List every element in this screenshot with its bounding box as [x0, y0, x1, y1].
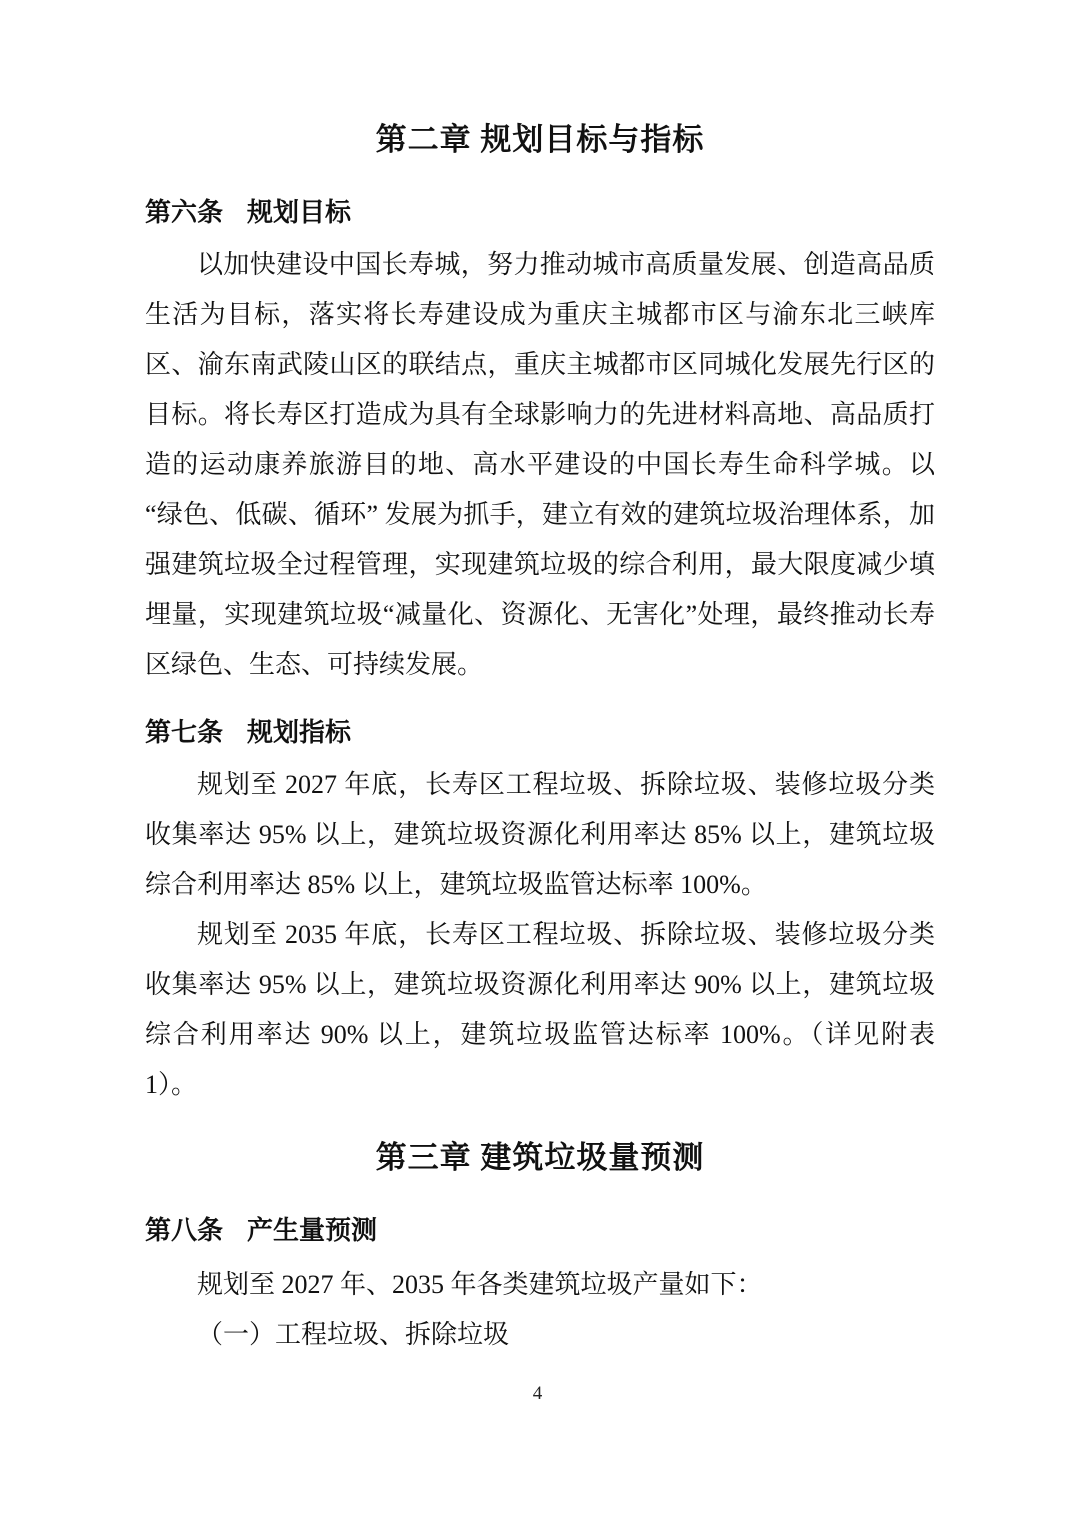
article-6-paragraph: 以加快建设中国长寿城，努力推动城市高质量发展、创造高品质生活为目标，落实将长寿建设成为重庆主城都市区与渝东北三峡库区、渝东南武陵山区的联结点，重庆主城都市区同城化发展先行区的目标。将长寿区打造成为具有全球影响力的先进材料高地、高品质打造的运动康养旅游目的地、高水平建设的中国长寿生命科学城。以“绿色、低碳、循环” 发展为抓手，建立有效的建筑垃圾治理体系，加强建筑垃圾全过程管理，实现建筑垃圾的综合利用，最大限度减少填埋量，实现建筑垃圾“减量化、资源化、无害化”处理，最终推动长寿区绿色、生态、可持续发展。 [145, 250, 935, 679]
article-8-item-1: （一）工程垃圾、拆除垃圾 [197, 1320, 510, 1349]
article-7-heading [145, 718, 935, 748]
chapter-3-title: 第三章 建筑垃圾量预测 [375, 1140, 705, 1175]
article-7-title: 规划指标 [247, 718, 352, 747]
page-content [145, 0, 935, 1360]
article-7-number: 第七条 [145, 718, 224, 747]
article-7-paragraph-2035: 规划至 2035 年底，长寿区工程垃圾、拆除垃圾、装修垃圾分类收集率达 95% 以上，建筑垃圾资源化利用率达 90% 以上，建筑垃圾综合利用率达 90% 以上，建筑垃圾监管达标率 100%。（详见附表 1）。 [145, 920, 935, 1099]
article-6-number: 第六条 [145, 198, 224, 227]
article-8-heading [145, 1216, 935, 1246]
article-6-title: 规划目标 [247, 198, 352, 227]
article-8-title: 产生量预测 [247, 1216, 378, 1245]
article-7-paragraph-2027: 规划至 2027 年底，长寿区工程垃圾、拆除垃圾、装修垃圾分类收集率达 95% 以上，建筑垃圾资源化利用率达 85% 以上，建筑垃圾综合利用率达 85% 以上，建筑垃圾监管达标率 100%。 [145, 770, 935, 899]
page-number: 4 [532, 1383, 543, 1404]
article-8-number: 第八条 [145, 1216, 224, 1245]
article-8-intro: 规划至 2027 年、2035 年各类建筑垃圾产量如下： [197, 1270, 763, 1299]
article-6-heading [145, 198, 935, 228]
chapter-2-title: 第二章 规划目标与指标 [375, 122, 705, 157]
